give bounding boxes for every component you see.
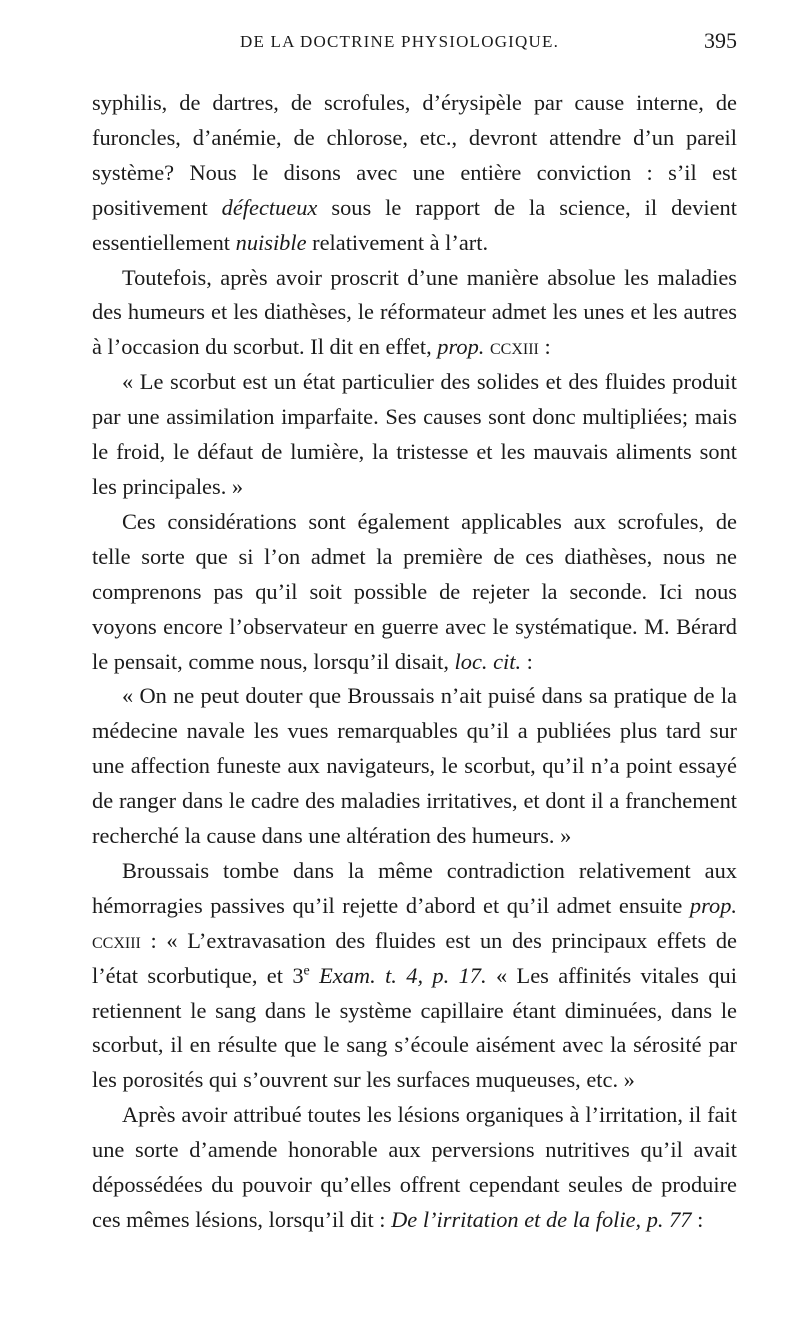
paragraph [92, 679, 737, 854]
text-run: Ces considérations sont également applicables aux scrofules, de telle sorte que si l’on admet la première de ces diathèses, nous ne comprenons pas qu’il soit possible de rejeter la seconde. Ici nous voyons encore l’observateur en guerre avec le systématique. M. Bérard le pensait, comme nous, lorsqu’il disait, [92, 508, 737, 674]
italic-text: défectueux [221, 194, 318, 220]
text-run: relativement à l’art. [306, 229, 489, 255]
paragraph [92, 1098, 737, 1238]
paragraph [92, 505, 737, 680]
text-run: syphilis, de dartres, de scrofules, d’érysipèle par cause interne, de furoncles, d’anémie, de chlorose, etc., devront attendre d’un pareil système? Nous le disons avec une entière conviction : s’il est positivement [92, 90, 737, 220]
italic-text: prop. [437, 334, 485, 360]
text-run: : [538, 334, 551, 360]
text-run [310, 963, 319, 988]
text-run: sous le rapport de la science, il devient essentiellement [92, 194, 737, 255]
small-caps-text: ccxiii [92, 927, 141, 953]
text-run: « Le scorbut est un état particulier des solides et des fluides produit par une assimilation imparfaite. Ses causes sont donc multipliées; mais le froid, le défaut de lumière, la tristesse et les mauvais aliments sont les principales. » [92, 369, 737, 499]
italic-text: prop. [689, 892, 737, 918]
italic-text: nuisible [235, 229, 307, 255]
body-text [92, 86, 737, 1238]
text-run: : « L’extravasation des fluides est un des principaux effets de l’état scorbutique, et 3 [92, 927, 737, 988]
page-number: 395 [704, 28, 737, 53]
text-run: Après avoir attribué toutes les lésions organiques à l’irritation, il fait une sorte d’amende honorable aux perversions nutritives qu’il avait dépossédées du pouvoir qu’elles offrent cependant seules de produire ces mêmes lésions, lorsqu’il dit : [92, 1102, 737, 1232]
paragraph [92, 365, 737, 505]
text-run: Broussais tombe dans la même contradiction relativement aux hémorragies passives qu’il rejette d’abord et qu’il admet ensuite [92, 857, 737, 918]
paragraph [92, 86, 737, 261]
book-page [92, 26, 737, 1238]
italic-text: Exam. t. 4, p. 17. [319, 962, 487, 988]
text-run: « On ne peut douter que Broussais n’ait puisé dans sa pratique de la médecine navale les vues remarquables qu’il a publiées plus tard sur une affection funeste aux navigateurs, le scorbut, qu’il n’a point essayé de ranger dans le cadre des maladies irritatives, et dont il a franchement recherché la cause dans une altération des humeurs. » [92, 683, 737, 849]
paragraph [92, 261, 737, 366]
text-run: Toutefois, après avoir proscrit d’une manière absolue les maladies des humeurs et les diathèses, le réformateur admet les unes et les autres à l’occasion du scorbut. Il dit en effet, [92, 264, 737, 360]
small-caps-text: ccxiii [489, 334, 539, 360]
text-run: : [521, 648, 533, 674]
text-run: : [691, 1207, 704, 1232]
text-run: « Les affinités vitales qui retiennent le sang dans le système capillaire étant diminuées, dans le scorbut, il en résulte que le sang s’écoule aisément avec la sérosité par les porosités qui s’ouvrent sur les surfaces muqueuses, etc. » [92, 962, 737, 1093]
italic-text: De l’irritation et de la folie, p. 77 [391, 1207, 692, 1232]
superscript-text: e [303, 963, 310, 979]
paragraph [92, 854, 737, 1098]
italic-text: loc. cit. [454, 648, 522, 674]
running-title: DE LA DOCTRINE PHYSIOLOGIQUE. [239, 32, 560, 51]
running-header [92, 26, 737, 56]
